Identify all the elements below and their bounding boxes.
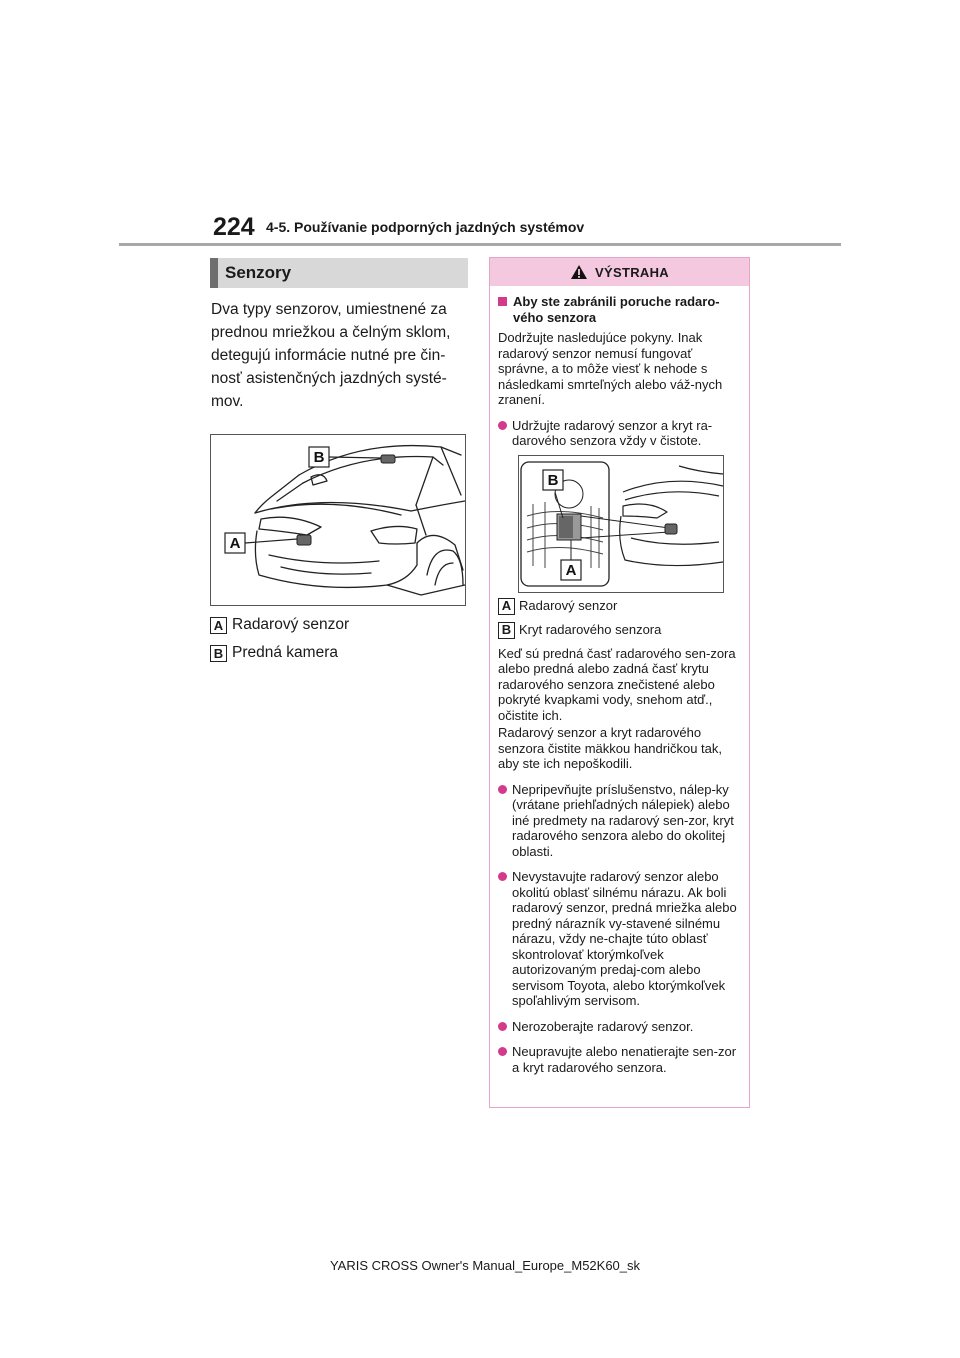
camera-marker [381,455,395,463]
warning-bullet-1 [498,418,743,449]
callout2-a: A [565,561,577,579]
square-bullet-icon [498,297,507,306]
radar-cover-illustration [518,455,724,593]
callout-b: B [313,449,325,466]
radar-cover-drawing [519,456,723,592]
warning-title: VÝSTRAHA [595,264,669,280]
car-front-illustration [210,434,466,606]
legend2-cover [498,622,743,639]
warning-box [489,257,750,1108]
legend-radar [210,616,468,634]
warning-bullet-5 [498,1044,743,1075]
warning-bullet-4-text: Nerozoberajte radarový senzor. [512,1018,694,1034]
sensors-heading: Senzory [210,258,468,288]
bullet-dot-icon [498,421,507,430]
key-a: A [210,617,227,634]
footer-manual-id: YARIS CROSS Owner's Manual_Europe_M52K60_sk [329,1258,641,1273]
legend2-cover-text: Kryt radarového senzora [519,622,662,638]
bullet-dot-icon [498,872,507,881]
callout-a: A [229,535,241,552]
legend2-radar [498,598,743,615]
legend-camera [210,644,468,662]
warning-bullet-5-text: Neupravujte alebo nenatierajte sen-zor a kryt radarového senzora. [512,1044,737,1075]
key-b: B [210,645,227,662]
warning-triangle-icon [570,264,588,280]
car-front-drawing [211,435,465,605]
warning-bullet-3 [498,869,743,1009]
warning-bullet-1-text: Udržujte radarový senzor a kryt ra-darového senzora vždy v čistote. [512,417,713,448]
bullet-dot-icon [498,1047,507,1056]
key2-b: B [498,622,515,639]
section-title: 4-5. Používanie podporných jazdných systémov [266,219,585,235]
warning-bullet-2 [498,782,743,860]
warning-intro: Dodržujte nasledujúce pokyny. Inak radarový senzor nemusí fungovať správne, a to môže viesť k nehode s následkami smrteľných alebo váž-nych zranení. [498,330,723,407]
legend2-radar-text: Radarový senzor [519,598,618,614]
callout2-b: B [547,471,559,489]
left-column [210,258,468,662]
warning-bullet-3-text: Nevystavujte radarový senzor alebo okolitú oblasť silnému nárazu. Ak boli radarový senzor, predná mriežka alebo predný nárazník vy-stavené silnému nárazu, vždy ne-chajte túto oblasť skontrolovať ktorýmkoľvek autorizovaným predaj-com alebo servisom Toyota, alebo ktorýmkoľvek spoľahlivým servisom. [512,869,737,1008]
warning-para-2: Radarový senzor a kryt radarového senzora čistite mäkkou handričkou tak, aby ste ich nepoškodili. [498,725,722,771]
radar-marker [297,535,311,545]
warning-bullet-2-text: Nepripevňujte príslušenstvo, nálep-ky (vrátane priehľadných nálepiek) alebo iné predmety na radarový sen-zor, kryt radarového senzora alebo do okolitej oblasti. [512,781,734,859]
warning-subheading-text: Aby ste zabránili poruche radaro-vého senzora [513,294,720,325]
bullet-dot-icon [498,1022,507,1031]
page-number: 224 [213,213,255,241]
intro-paragraph: Dva typy senzorov, umiestnené za prednou mriežkou a čelným sklom, detegujú informácie nutné pre čin-nosť asistenčných jazdných systé-mov. [211,301,451,410]
warning-bullet-4 [498,1019,743,1035]
key2-a: A [498,598,515,615]
header-rule [119,243,841,246]
legend-camera-text: Predná kamera [232,644,338,661]
bullet-dot-icon [498,785,507,794]
warning-para-1: Keď sú predná časť radarového sen-zora alebo predná alebo zadná časť krytu radarového senzora znečistené alebo pokryté kvapkami vody, snehom atď., očistite ich. [498,645,736,723]
legend-radar-text: Radarový senzor [232,616,350,633]
warning-header [490,258,749,286]
warning-subheading [498,294,743,325]
